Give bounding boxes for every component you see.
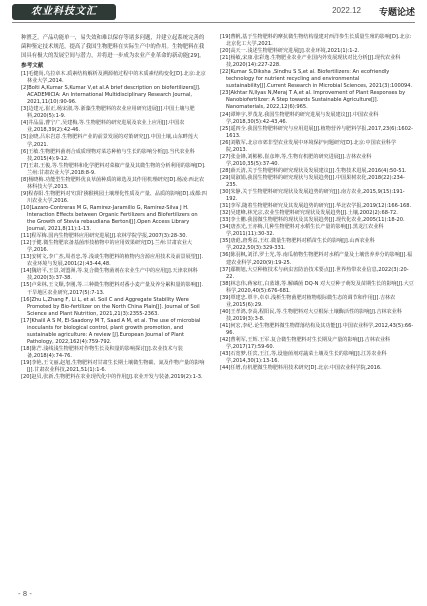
- reference-item: [21]杨敏,宋康.张彩逸.生物肥业农业产业国内外发展现状对比分析[J].现代农业科技,2020(14):227-228.: [220, 55, 401, 69]
- header-rule: [12, 22, 415, 23]
- reference-item: [41]何宏,李纪.论生物肥料微生物群落结构及其功能[J].中国农业科学,2012,43(5):66-96.: [220, 322, 414, 336]
- reference-item: [23]Akhtar N,Ilyas N,Meraj T A,et al. Improvement of Plant Responses by Nanobiofertilizer: A Step towards Sustainable Agriculture[J]. Nanomaterials, 2022,12(6):965.: [220, 90, 406, 111]
- left-column: [21, 34, 207, 381]
- reference-item: [14]魏培平,王景,刘盟洲,等.复合微生物菌剂在农业生产中的应用[J].天津农林科技,2020(3):37-38.: [21, 268, 198, 282]
- reference-item: [19]曹帆,基于生物肥料的摩抗微生物结构量建对西洋参生长质量生殖的影响[D].北京:北京化工大学,2021.: [220, 34, 412, 48]
- reference-item: [35]唐彪,唐秀益,王红.微量生物肥料对稻苗生长的影响[J].山西农业科学,2022,50(3):329-331.: [220, 238, 375, 252]
- reference-item: [24]谭坤宇,罗茂龙.我国生物肥料的研究进展与发展建议[J].中国农业科学,2018,30(5):42-43,46.: [220, 111, 379, 125]
- reference-item: [17]Khalil A S M, El-Saadony M T, Saad A M, et al. The use of microbial inoculants for biological control, plant growth promotion, and sustainable agriculture: A review [J].European Journal of Plant Pathology, 2022,162(4):759-792.: [21, 317, 201, 345]
- issue-number: 2022.12: [332, 6, 361, 15]
- reference-item: [30]朱静,关于生物肥料研究现状及发展趋势的研究[J].南方农业,2015,9(15):191-192.: [220, 189, 405, 203]
- reference-item: [43]石宽梦,任宾,王江,等,设施菌剂对蔬菜土壤及生长的影响[J].江苏农业科学,2014,30(1):13-16.: [220, 351, 387, 365]
- reference-item: [8]杨晓梅.功能型生物肥料优良草菌种质的筛选及其作用机理研究[D].杨凌:西北农林科技大学,2013.: [21, 176, 205, 190]
- reference-item: [29]周淑娟,我国生物肥料的研究现状与发展趋势[J].中国果树农化,2018(22):234-235.: [220, 174, 405, 188]
- reference-item: [27]张金锋,刘彬彬,崔彦坤,等,生物有机肥的研究进展[J].吉林农业科学,2010,35(5):37-40.: [220, 153, 372, 167]
- reference-item: [28]薛天清,关于生物肥料的研究现状及发展建议[J].生物技术进展,2016(4):50-51.: [220, 167, 407, 174]
- reference-item: [32]吴建峰,林光宗,农业生物肥料研究现状及发展趋势[J].土壤,2002(2):68-72.: [220, 210, 398, 217]
- reference-item: [37]鄢朝旭,大豆种植技术与病虫害防治技术要点[J].世界热带农业信息,2022(3):20-22.: [220, 266, 409, 280]
- page-number: - 8 -: [18, 590, 32, 598]
- page-header: [0, 0, 427, 22]
- reference-item: [3]边建元,崔正,杨宋淑,等.浙藻生物肥料的农业应用研究进展[J].中国土壤与肥料,2020(5):1-9.: [21, 106, 195, 120]
- reference-item: [40]王孝鸿,李高,程阳民,等.生物肥料对大豆根际土壤酶活性的影响[J].吉林农业科技,2019(3):3-8.: [220, 308, 402, 322]
- reference-item: [10]Lazaro-Contreras M G, Ramirez-Jaramillo G, Ramirez-Silva J H. Interaction Effects between Organic Fertilizers and Biofertilizers on the Growth of Stevia rebaudiana Bertoni[J].Open Access Library Journal, 2021,8(11):1-13.: [21, 204, 198, 233]
- reference-item: [12]于健.微生物肥农备基菌形技植物中的应用效果研究[D].兰州:甘肃农业大学,2016.: [21, 240, 193, 254]
- reference-item: [34]唐杰光,王亦梅,几种生物肥料对水稻生长产量的影响[J].黑龙江农业科学,2011(11):30-32.: [220, 224, 384, 238]
- reference-item: [33]李士鹏.我国微生物肥料的现状及其发展趋势[J].现代化农业,2005(11):18-20.: [220, 217, 405, 224]
- section-title: 专题论述: [378, 8, 415, 18]
- body-paragraph: 种匮乏，产品功能单一，易失效和难以保存等诸多问题，并建立起系统完善的菌种鉴定技术规范，提高了我国生物肥料在实际生产中的作用。生物肥料在我国具有极大的发展空间与潜力，并将进一步成为农业产业革命的新动能[29]。: [21, 35, 205, 59]
- reference-item: [25]遥四全.我国生物肥料研究与应用进展[J].植物营养与肥料学报,2017,23(6):1602-1613.: [220, 125, 413, 139]
- reference-item: [20]高天一.浅述生物肥料研究进展[J].农业环境,2021(1):1-2.: [220, 48, 360, 55]
- reference-item: [19]李艳,王文丽,赵旭,生物肥料对甘肃生长期土壤微生物碳、氮及作物产量的影响[J].甘肃农业科技,2021,51(1):1-6.: [21, 359, 205, 374]
- references-heading: 参考文献: [21, 63, 44, 69]
- references-list-left: [21, 71, 207, 381]
- reference-item: [44]任增,有机肥微生物肥料用技术研究[D].北京:中国农业科学院,2016.: [220, 365, 382, 372]
- reference-item: [15]卢荣林,王文顺,李刚,等.三种微生物肥料对番小麦产量及养分累积量的影响[J].干旱地区农业研究,2017(5):7-13.: [21, 282, 203, 296]
- reference-item: [22]Kumar S,Diksha ,Sindhu S S,et al. Biofertilizers: An ecofriendly technology for nutrient recycling and environmental sustainability[J].Current Research in Microbial Sciences, 2021(3):100094.: [220, 69, 413, 90]
- reference-item: [7]王肃,王俊,等.生物肥料和化学肥料对菜椒产量及其微生物的分析利用的影响[D].兰州:甘肃农业大学,2018:8-9.: [21, 162, 206, 176]
- reference-item: [31]李军,随着生物肥料研究及其发展趋势的研究[J].华北农学报,2019(12):166-168.: [220, 203, 412, 210]
- reference-item: [9]程春阳.生物肥料对'红阳'猕猴桃园土壤理化性质及产量、品质的影响[D].成都:四川农业大学,2016.: [21, 190, 207, 204]
- reference-item: [42]曹利军,王辉.王军.复合微生物肥料对生长期及产量的影响[J].吉林农业科学,2017(17):59-60.: [220, 337, 391, 351]
- right-column: [220, 34, 415, 372]
- reference-item: [2]Bolti A,Kumar S,Kumar V,et al.A brief description on biofertilizers[J]. ACADEMICIA: An International Multidisciplinary Research Journal, 2021,11(10):90-96.: [21, 85, 201, 106]
- reference-item: [36]陈羽枫,刘洋,罗士光,等.南瓜植物生物肥料对水稻产量及土壤营养养分的影响[J].福建农业科学,2020(9):19-25.: [220, 252, 413, 266]
- journal-logo: 农业科技文汇: [12, 4, 116, 20]
- reference-item: [16]Zhu L,Zhang F, Li L, et al. Soil C and Aggregate Stability Were Promoted by Bio-fertilizer on the North China Plain[J]. Journal of Soil Science and Plant Nutrition, 2021,21(3):2355-2363.: [21, 296, 200, 317]
- reference-item: [38]林志伟,蒋家红,白蓝雄,等.解磷菌 DQ-N 对大豆种子萌发及苗期生长的影响[J].大豆科学,2020,40(5):676-681.: [220, 280, 414, 294]
- reference-item: [18]陈芒.浅线浅生物肥料对作物生长及积量的影响探讨[J].农业技术与装备,2018(4):74-76.: [21, 345, 183, 359]
- reference-item: [6]王敏.生物肥料菌剂合成质理物对菜芯种植与生长的影响分析[J].当代农业科技,2015(4):9-12.: [21, 148, 195, 162]
- reference-item: [4]井品晶,曹宁广,吴建梅,等.生物肥料的研究进展及农业上应用[J].中国农业,2018,39(2):42-46.: [21, 120, 185, 134]
- reference-item: [39]覃建忠.覃丰,卓卓.浅析生物菌肥对植物根际微生态的调节和作用[J].吉林农业,2015(6):29.: [220, 294, 396, 308]
- reference-item: [5]金晓,吕东岩意.生物肥料产业的前景发展的对策研究[J].中国土壤,山东畔莲大学,2021.: [21, 134, 199, 148]
- reference-item: [1]毛健尚,乌拉章木.质素结构解析及溯源植过程中的木质素结构变化[D].北京:北京林业大学,2014.: [21, 71, 206, 85]
- references-list-right: [220, 34, 415, 372]
- reference-item: [13]安树文,李广杰,周者忠,等.浅谈生物肥料的植物内含源应用技术及前景展望[J].农业环境与发展,2001(2):43-44,48.: [21, 254, 203, 268]
- reference-item: [11]程军梅.国内生物肥料应用研究进展[J].农林学院学报,2007(3):28-30.: [21, 233, 188, 240]
- reference-item: [20]赵贝,张新,生物肥料在农业现代化中的作用[J].农业开发与装备,2019(2):1-3.: [21, 374, 203, 381]
- reference-item: [26]刘敬军,北京市郊非型农业发展中环境保护问题研究[D].北京:中国农业科学院,2013.: [220, 139, 397, 153]
